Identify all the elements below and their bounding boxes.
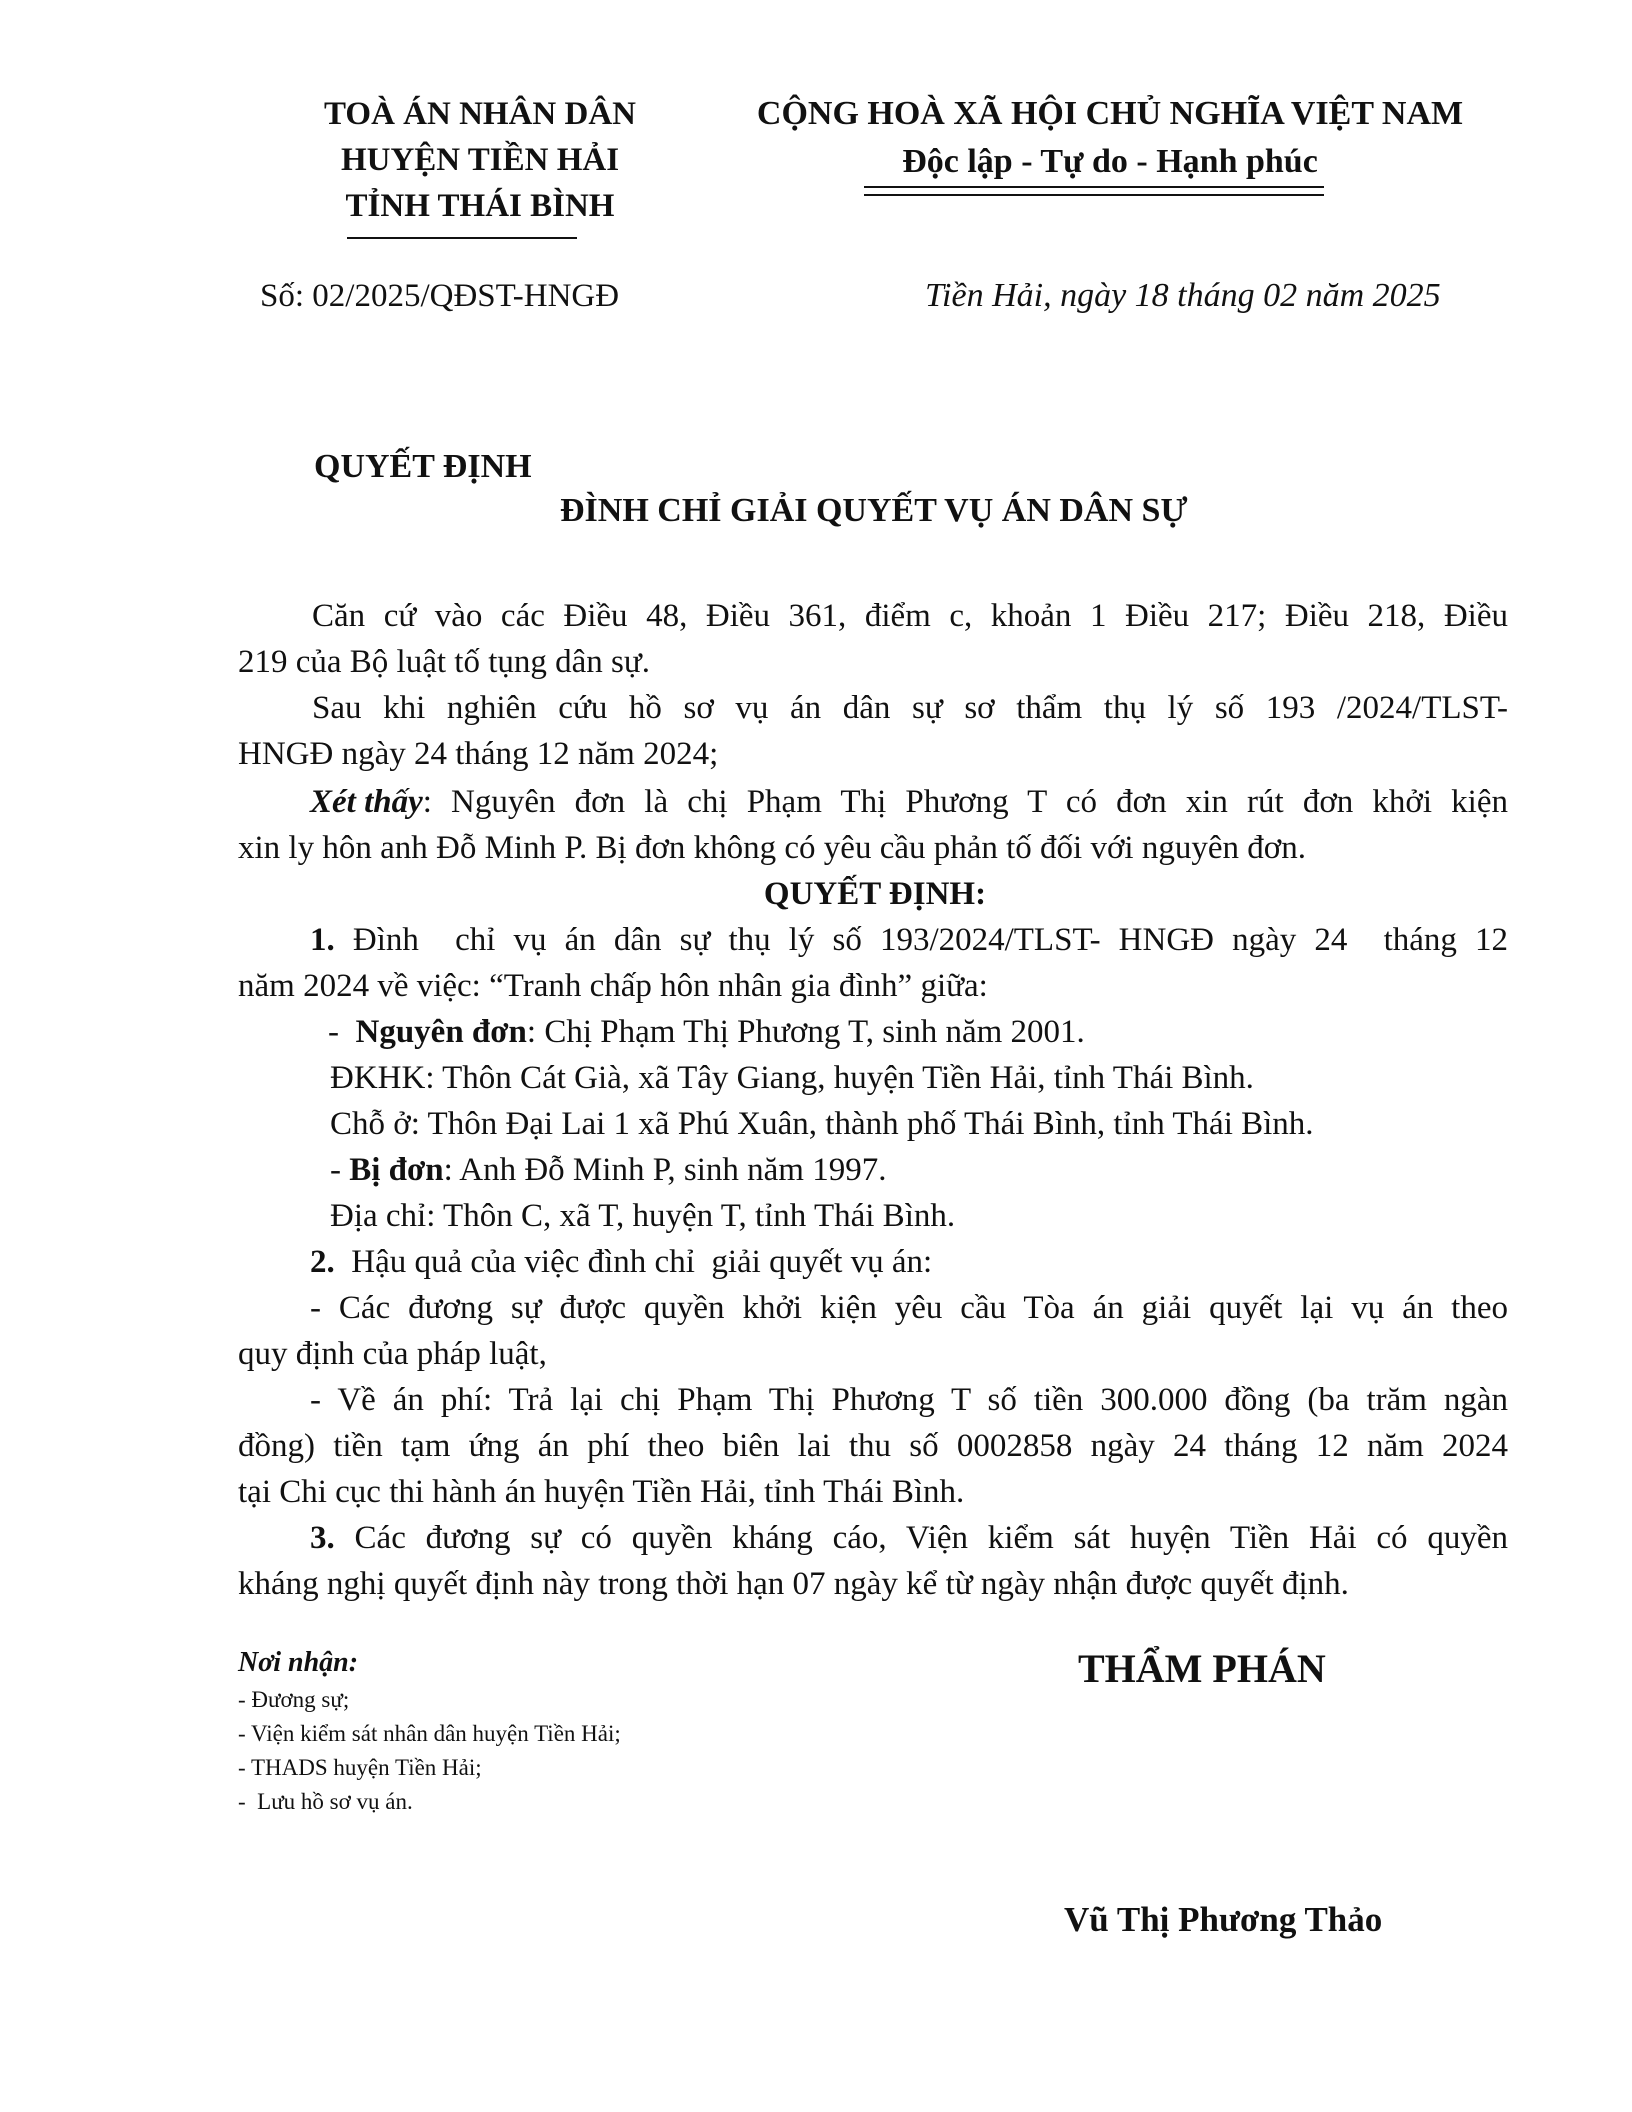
review-paragraph-line-1: Sau khi nghiên cứu hồ sơ vụ án dân sự sơ thẩm thụ lý số 193 /2024/TLST- (312, 690, 1508, 726)
court-underline (347, 237, 577, 239)
consequence-a-line-2: quy định của pháp luật, (238, 1336, 547, 1372)
plaintiff-info: : Chị Phạm Thị Phương T, sinh năm 2001. (526, 1014, 1085, 1050)
review-paragraph-line-2: HNGĐ ngày 24 tháng 12 năm 2024; (238, 736, 719, 772)
recipients-title: Nơi nhận: (238, 1647, 359, 1678)
finding-text: : Nguyên đơn là chị Phạm Thị Phương T có đơn xin rút đơn khởi kiện (422, 784, 1508, 820)
plaintiff-residence: Chỗ ở: Thôn Đại Lai 1 xã Phú Xuân, thành phố Thái Bình, tỉnh Thái Bình. (330, 1106, 1314, 1142)
place-date: Tiền Hải, ngày 18 tháng 02 năm 2025 (925, 277, 1441, 314)
plaintiff-registered-address: ĐKHK: Thôn Cát Già, xã Tây Giang, huyện Tiền Hải, tỉnh Thái Bình. (330, 1060, 1254, 1096)
finding-paragraph-line-1 (310, 780, 1508, 824)
motto-double-underline (864, 186, 1324, 196)
court-name-line-3: TỈNH THÁI BÌNH (345, 188, 615, 224)
decision-1-line-1 (310, 918, 1508, 962)
decision-3-line-2: kháng nghị quyết định này trong thời hạn 07 ngày kể từ ngày nhận được quyết định. (238, 1566, 1349, 1602)
recipient-item: - Lưu hồ sơ vụ án. (238, 1789, 413, 1814)
recipient-item: - THADS huyện Tiền Hải; (238, 1755, 482, 1780)
defendant-dash: - (330, 1152, 350, 1188)
plaintiff-label: Nguyên đơn (355, 1014, 527, 1050)
decision-3-number: 3. (310, 1520, 335, 1556)
decision-2-line (310, 1240, 932, 1284)
decision-3-text: Các đương sự có quyền kháng cáo, Viện kiểm sát huyện Tiền Hải có quyền (334, 1520, 1508, 1556)
judge-name: Vũ Thị Phương Thảo (1064, 1900, 1383, 1939)
plaintiff-dash: - (328, 1014, 356, 1050)
decision-3-line-1 (310, 1516, 1508, 1560)
decision-1-text: Đình chỉ vụ án dân sự thụ lý số 193/2024/TLST- HNGĐ ngày 24 tháng 12 (334, 922, 1508, 958)
finding-label: Xét thấy (310, 784, 423, 820)
decision-1-line-2: năm 2024 về việc: “Tranh chấp hôn nhân gia đình” giữa: (238, 968, 988, 1004)
document-number: Số: 02/2025/QĐST-HNGĐ (260, 278, 620, 314)
recipient-item: - Viện kiểm sát nhân dân huyện Tiền Hải; (238, 1721, 621, 1746)
court-name-line-2: HUYỆN TIỀN HẢI (340, 142, 620, 178)
defendant-address: Địa chỉ: Thôn C, xã T, huyện T, tỉnh Thái Bình. (330, 1198, 956, 1234)
national-motto: Độc lập - Tự do - Hạnh phúc (902, 143, 1318, 180)
basis-paragraph-line-2: 219 của Bộ luật tố tụng dân sự. (238, 644, 651, 680)
consequence-a-line-1: - Các đương sự được quyền khởi kiện yêu cầu Tòa án giải quyết lại vụ án theo (310, 1290, 1508, 1326)
decision-2-number: 2. (310, 1244, 335, 1280)
basis-paragraph-line-1: Căn cứ vào các Điều 48, Điều 361, điểm c, khoản 1 Điều 217; Điều 218, Điều (312, 598, 1508, 634)
decision-1-number: 1. (310, 922, 335, 958)
defendant-label: Bị đơn (349, 1152, 444, 1188)
plaintiff-line (328, 1010, 1085, 1054)
recipient-item: - Đương sự; (238, 1687, 350, 1712)
court-fee-line-2: đồng) tiền tạm ứng án phí theo biên lai thu số 0002858 ngày 24 tháng 12 năm 2024 (238, 1428, 1508, 1464)
court-name-line-1: TOÀ ÁN NHÂN DÂN (324, 96, 636, 132)
document-title: QUYẾT ĐỊNH (314, 448, 532, 485)
defendant-line (330, 1148, 886, 1192)
decision-heading: QUYẾT ĐỊNH: (763, 876, 987, 912)
judge-title: THẨM PHÁN (1078, 1646, 1326, 1691)
decision-2-text: Hậu quả của việc đình chỉ giải quyết vụ án: (334, 1244, 933, 1280)
finding-paragraph-line-2: xin ly hôn anh Đỗ Minh P. Bị đơn không có yêu cầu phản tố đối với nguyên đơn. (238, 830, 1306, 866)
defendant-info: : Anh Đỗ Minh P, sinh năm 1997. (443, 1152, 887, 1188)
court-fee-line-3: tại Chi cục thi hành án huyện Tiền Hải, tỉnh Thái Bình. (238, 1474, 965, 1510)
document-subtitle: ĐÌNH CHỈ GIẢI QUYẾT VỤ ÁN DÂN SỰ (560, 492, 1188, 529)
court-fee-line-1: - Về án phí: Trả lại chị Phạm Thị Phương T số tiền 300.000 đồng (ba trăm ngàn (310, 1382, 1508, 1418)
republic-title: CỘNG HOÀ XÃ HỘI CHỦ NGHĨA VIỆT NAM (756, 95, 1464, 132)
